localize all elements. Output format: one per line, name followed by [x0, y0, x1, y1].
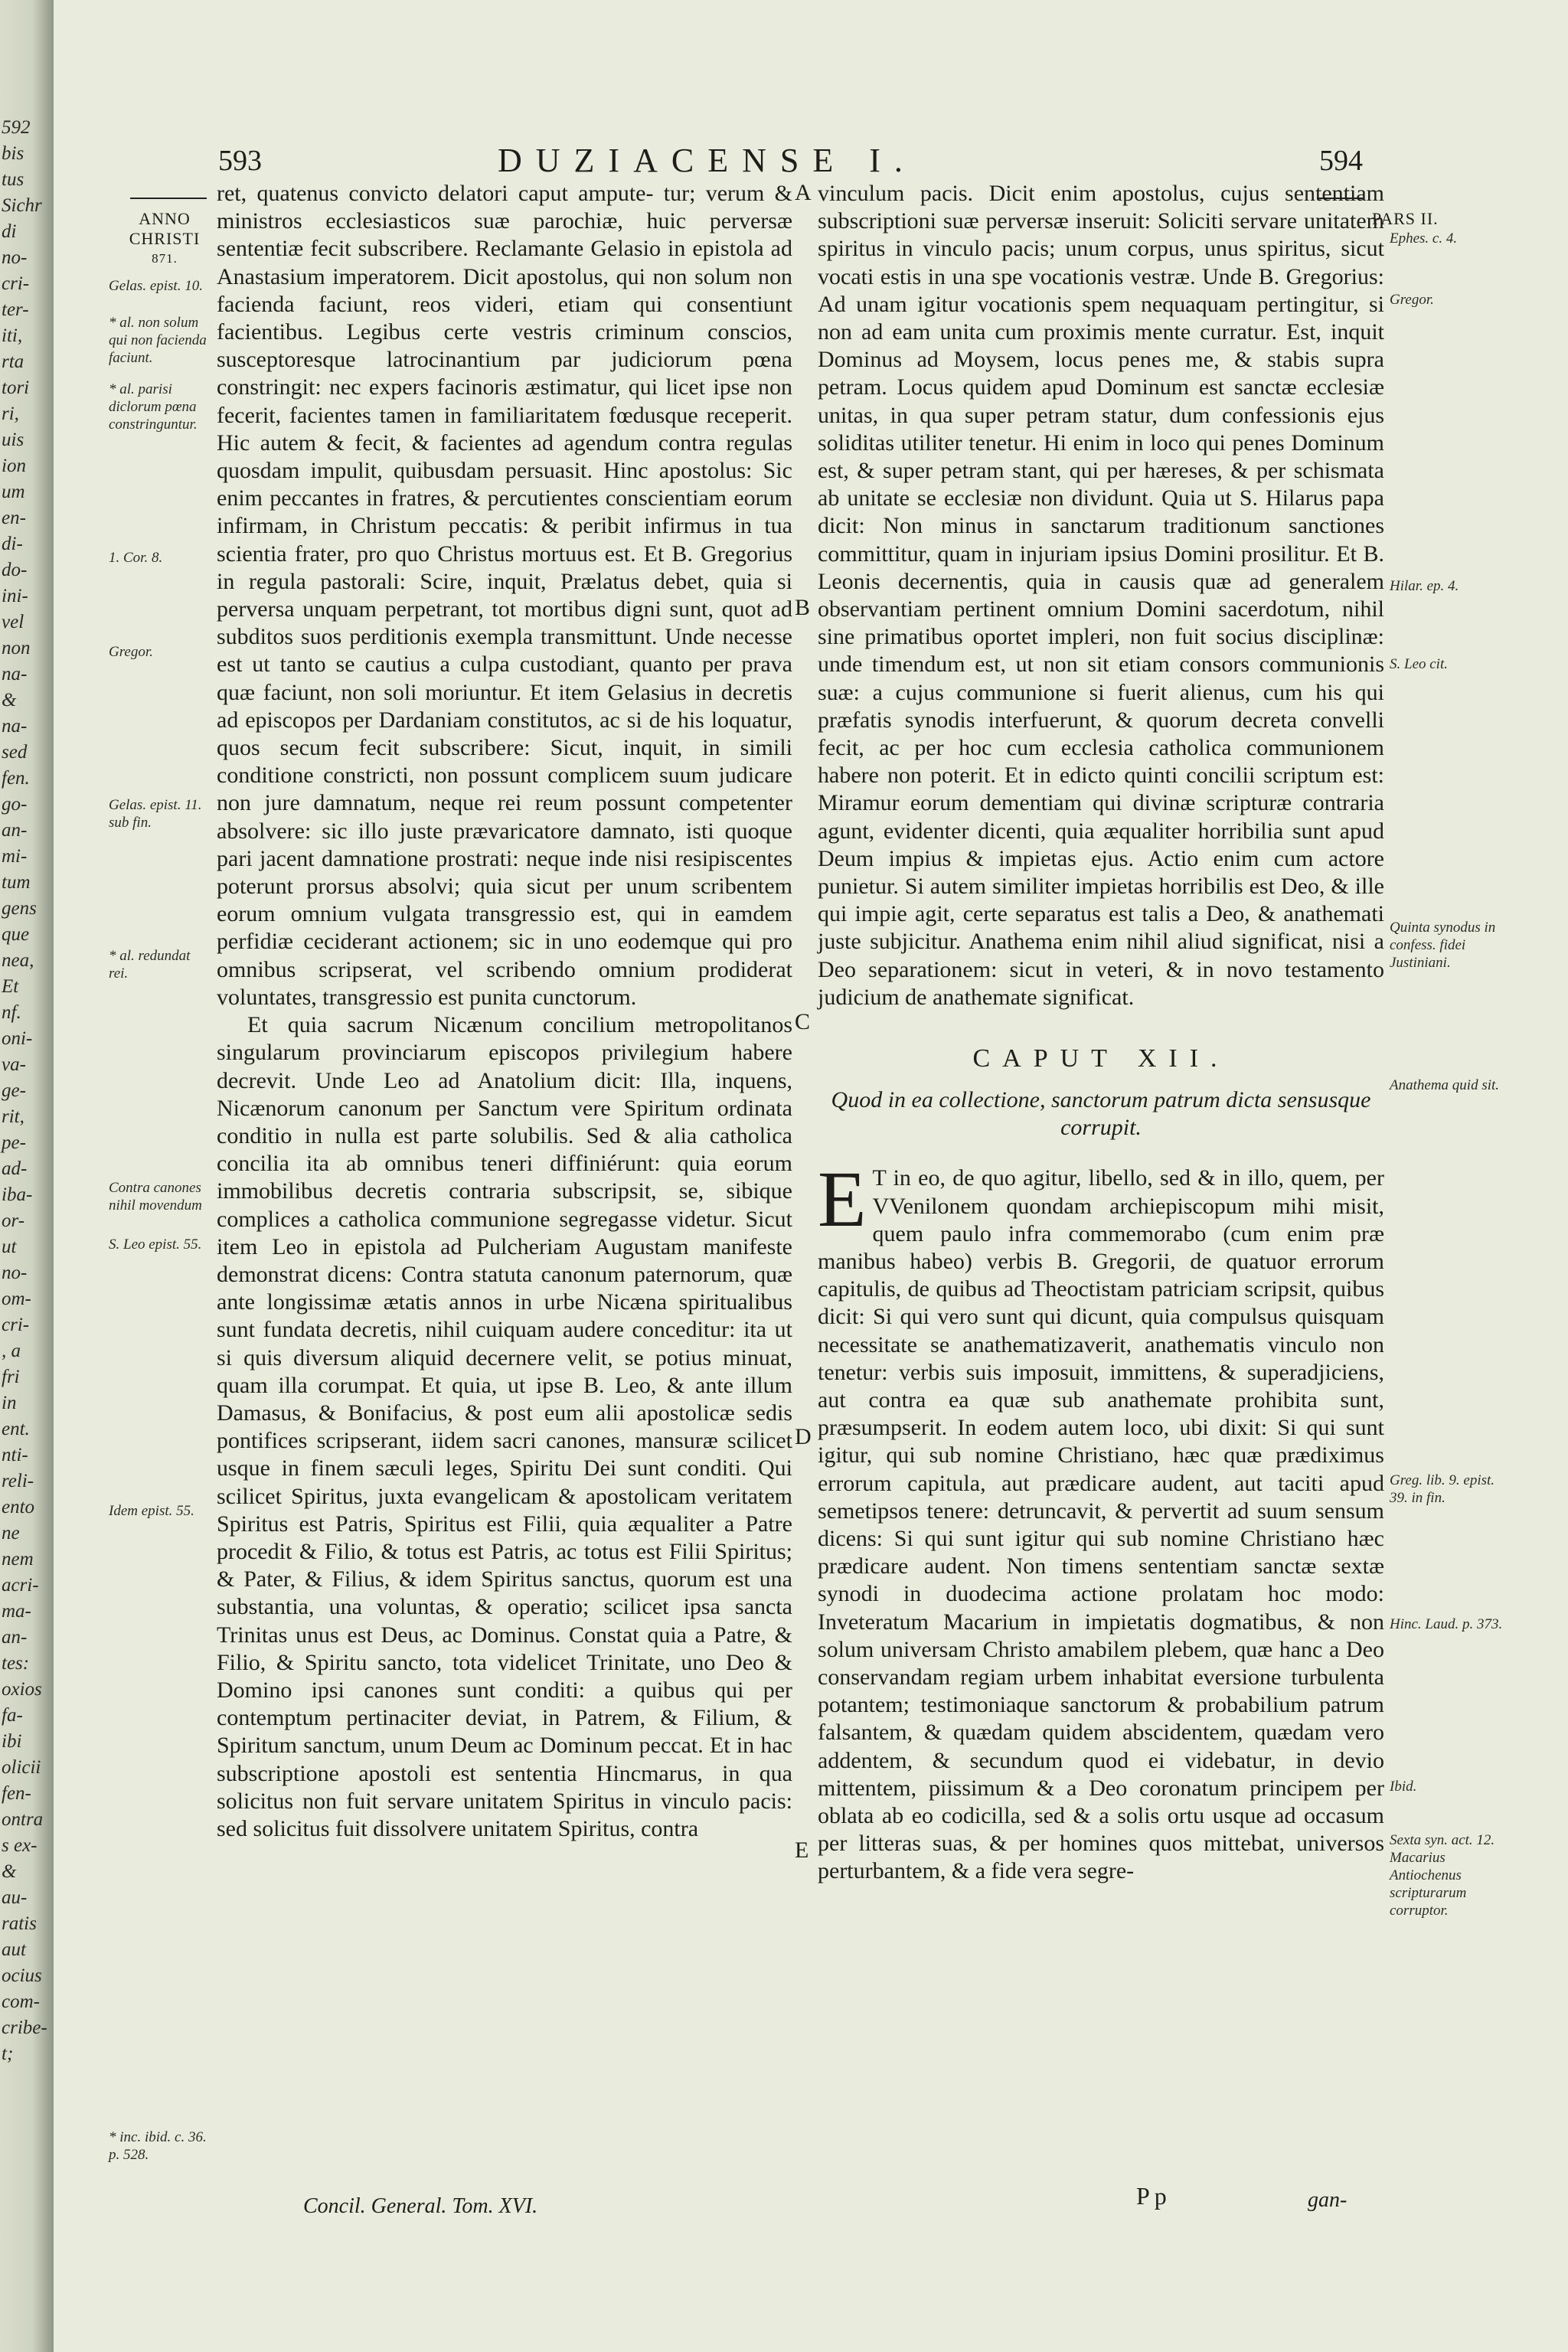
margin-note: S. Leo epist. 55.	[109, 1236, 202, 1253]
running-header	[207, 144, 1363, 182]
section-letter-b: B	[795, 595, 811, 620]
margin-note: Sexta syn. act. 12. Macarius Antiochenus scripturarum corruptor.	[1390, 1832, 1495, 1919]
header-rule-left	[130, 198, 207, 199]
margin-note: S. Leo cit.	[1390, 656, 1448, 672]
paragraph: Et quia sacrum Nicænum concilium metropolitanos singularum provinciarum episcopos privilegium habere decrevit. Unde Leo ad Anatolium dicit: Illa, inquens, Nicænorum canonum per Sanctum vere Spiritum ordinata conditio in nulla est parte solubilis. Sed & alia catholica concilia ita ab omnibus teneri diffiniérunt: quia eorum immobilibus decretis contraria subscripsit, se, sibique complices a catholica communione segregasse videtur. Sicut item Leo in epistola ad Pulcheriam Augustam manifeste demonstrat dicens: Contra statuta canonum paternorum, quæ ante longissimæ ætatis annos in urbe Nicæna spiritualibus sunt fundata decretis, nihil cuiquam audere conceditur: ita ut si quis diversum aliquid decernere velit, se potius minuat, quam illa corumpat. Et quia, ut ipse B. Leo, & ante illum Damasus, & Bonifacius, & post eum alii apostolicæ sedis pontifices scripserant, iidem sacri canones, mansuræ scilicet usque in finem sæculi leges, Spiritu Dei sunt conditi. Qui scilicet Spiritus, juxta evangelicam & apostolicam veritatem Spiritus est Patris, Spiritus est Filii, quia æqualiter a Patre procedit & Filio, & totus est Patris, ac totus est Filii Spiritus; & Pater, & Filius, & idem Spiritus sanctus, quorum est una substantia, una voluntas, & operatio; scilicet ipsa sancta Trinitas unus est Deus, ac Dominus. Constat quia a Patre, & Filio, & Spiritu sancto, tota videlicet Trinitate, uno Deo & Domino ipsi canones sunt conditi: a quibus qui per contemptum pertinaciter deviat, in Patrem, & Filium, & Spiritum sanctum, unum Deum ac Dominum peccat. Et in hac subscriptione apostoli est sententia Hincmarus, in qua solicitus non fuit servare unitatem Spiritus in vinculo pacis: sed solicitus fuit dissolvere unitatem Spiritus, contra	[217, 1012, 792, 1841]
adjacent-page-fragment: 592 bis tus Sichr di no- cri- ter- iti, rta tori ri, uis ion um en- di- do- ini- vel non na- & na- sed fen. go- an- mi- tum gens que nea, Et nf. oni- va- ge- rit, pe- ad- iba- or- ut no- om- cri- , a fri in ent. nti- reli- ento ne nem acri- ma- an- tes: oxios fa- ibi olicii fen- ontra s ex- & au- ratis aut ocius com- cribe- t;	[2, 117, 47, 2064]
margin-note: * al. parisi diclorum pœna constringuntur.	[109, 381, 198, 433]
margin-note: Hinc. Laud. p. 373.	[1390, 1616, 1503, 1632]
margin-note: 1. Cor. 8.	[109, 550, 163, 566]
paragraph: vinculum pacis. Dicit enim apostolus, cujus sententiam subscriptioni suæ perversæ inseruit: Soliciti servare unitatem spiritus in vinculo pacis; unum corpus, unus spiritus, sicut vocati estis in una spe vocationis vestræ. Unde B. Gregorius: Ad unam igitur vocationis spem nequaquam pertingitur, si non ad eam unita cum proximis mente curratur. Est, inquit Dominus ad Moysem, locus penes me, & stabis supra petram. Locus quidem apud Dominum est sanctæ ecclesiæ unitas, in qua super petram statur, dum confessionis ejus soliditas utiliter tenetur. Hi enim in loco qui penes Dominum est, & super petram stant, qui per hæreses, & per schismata ab unitate se ecclesiæ non dividunt. Quia ut S. Hilarus papa dicit: Non minus in sanctarum traditionum sanctiones committitur, quam in injuriam ipsius Domini prosilitur. Et B. Leonis decernentis, quia in causis quæ ad generalem observantiam pertinent omnium Domini sacerdotum, nihil sine primatibus oportet impleri, non fuit socius disciplinæ: unde timendum est, ut non sit etiam consors communionis suæ: a cujus communione si fuerit alienus, cum his qui præfatis synodis interfuerunt, & quorum decreta convelli fecit, ac per hoc cum ecclesia catholica communionem habere non poterit. Et in edicto quinti concilii scriptum est: Miramur eorum dementiam qui divinæ scripturæ contraria agunt, evidenter dicenti, quia æqualiter horribilia sunt apud Deum impius & impietas ejus. Actio enim cum actore punietur. Si autem similiter impietas horribilis est Deo, & ille qui impie agit, certe separatus est talis a Deo, & anathemati juste subjicitur. Anathema enim nihil aliud significat, nisi a Deo separationem: sicut in veteri, & in novo testamento judicium de anathemate significat.	[818, 181, 1384, 1010]
margin-note: Gelas. epist. 10.	[109, 278, 203, 294]
margin-note: Gregor.	[109, 644, 153, 660]
chapter-heading: CAPUT XII.	[972, 1044, 1230, 1073]
page-number-right: 594	[1319, 145, 1363, 177]
margin-note: Anathema quid sit.	[1390, 1077, 1500, 1093]
section-letter-d: D	[795, 1424, 812, 1449]
column-left	[217, 180, 792, 1843]
column-right	[818, 180, 1384, 1886]
section-letter-c: C	[795, 1009, 811, 1034]
section-letter-a: A	[795, 180, 812, 205]
running-title: DUZIACENSE I.	[498, 142, 916, 179]
pars-label: PARS II.	[1372, 209, 1439, 228]
margin-note: * inc. ibid. c. 36. p. 528.	[109, 2129, 207, 2163]
margin-note: Contra canones nihil movendum	[109, 1180, 202, 1214]
paragraph: ret, quatenus convicto delatori caput ampute- tur; verum & ministros ecclesiasticos suæ parochiæ, huic perversæ sententiæ fecit subscribere. Reclamante Gelasio in epistola ad Anastasium imperatorem. Dicit apostolus, qui non solum non facienda faciunt, reos videri, etiam qui consentiunt facientibus. Legibus certe vestris criminum conscios, susceptoresque latrocinantium par judiciorum pœna constringit: nec expers facinoris æstimatur, qui licet ipse non fecerit, facientes tamen in familiaritatem fœdusque receperit. Hic autem & fecit, & facientes ad agendum contra regulas quosdam impulit, quibusdam persuasit. Hinc apostolus: Sic enim peccantes in fratres, & percutientes conscientiam eorum infirmam, in Christum peccatis: & peribit infirmus in tua scientia frater, pro quo Christus mortuus est. Et B. Gregorius in regula pastorali: Scire, inquit, Prælatus debet, quia si perversa unquam perpetrant, tot mortibus digni sunt, quot ad subditos suos perditionis exempla transmittunt. Unde necesse est ut tanto se cautius a culpa custodiant, quanto per prava quæ faciunt, non soli moriuntur. Et item Gelasius in decretis ad episcopos per Dardaniam constitutos, ac si de his loquatur, quos secum fecit subscribere: Sicut, inquit, in simili conditione constricti, non possunt complicem suum judicare non jure damnatum, neque rei reum possunt competenter absolvere: sic illo juste prævaricatore damnato, isti quoque pari jacent damnatione prostrati: neque inde nisi resipiscentes poterunt prorsus absolvi; quia sicut per unum scribentem eorum omnium vulgata transgressio est, qui in eamdem perfidiæ ceciderant actionem; sic in uno eodemque qui pro omnibus scripserat, vel scribendo omnium prodiderat voluntates, transgressio est punita cunctorum.	[217, 181, 792, 1010]
catchword: gan-	[1308, 2188, 1348, 2212]
anno-label: ANNO CHRISTI	[129, 209, 201, 248]
chapter-subtitle: Quod in ea collectione, sanctorum patrum dicta sensusque corrupit.	[831, 1087, 1371, 1141]
page-number-left: 593	[218, 145, 262, 177]
margin-note: * al. redundat rei.	[109, 948, 191, 982]
drop-cap: E	[818, 1155, 867, 1244]
margin-note: Idem epist. 55.	[109, 1503, 194, 1519]
margin-note: Quinta synodus in confess. fidei Justiniani.	[1390, 920, 1496, 971]
margin-note: Hilar. ep. 4.	[1390, 578, 1459, 594]
signature-mark: Pp	[1136, 2182, 1171, 2210]
section-letter-e: E	[795, 1838, 809, 1863]
chapter-body: T in eo, de quo agitur, libello, sed & in illo, quem, per VVenilonem quondam archiepiscopum mihi misit, quem paulo infra commemorabo (cum enim præ manibus habeo) verbis B. Gregorii, de quatuor errorum capitulis, de quibus ad Theoctistam patriciam scripsit, quibus dicit: Si qui vero sunt qui dicunt, quia compulsus quisquam necessitate se anathematizaverit, anathematis vinculo non tenetur: verbis suis imposuit, immittens, & superadjiciens, aut contra ea quæ sub anathemate prohibita sunt, præsumpserit. In eodem autem loco, ubi dixit: Si qui sunt igitur, qui sub nomine Christiano, hæc quæ prædiximus errorum capitula, aut prædicare audent, aut taciti apud semetipsos tenere: detruncavit, & pervertit ad suum sensum dicens: Si qui sunt igitur qui sub nomine Christiano hæc prædicare audent. Non timens sententiam sanctæ sextæ synodi in duodecima actione prolatam hoc modo: Inveteratum Macarium in impietatis dogmatibus, & non solum universam Christo amabilem plebem, quæ hanc a Deo conservandam regiam urbem inhabitat eversione turbulenta potantem; testimoniaque sanctorum & probabilium patrum falsantem, & quædam quidem abscidentem, quædam vero addentem, & secundum quod ei videbatur, in devio mittentem, piissimum & a Deo coronatum principem per oblata ab eo codicilla, sed & a solis ortu usque ad occasum per litteras suas, & per homines quos mittebat, universos perturbantem, & a fide vera segre-	[818, 1165, 1384, 1884]
anno-christi-label	[122, 209, 207, 269]
anno-year: 871.	[152, 251, 178, 266]
margin-note: Ibid.	[1390, 1779, 1417, 1795]
margin-note: Gelas. epist. 11. sub fin.	[109, 797, 202, 831]
chapter-text	[818, 1155, 1384, 1885]
margin-note: Greg. lib. 9. epist. 39. in fin.	[1390, 1472, 1495, 1506]
margin-note: * al. non solum qui non facienda faciunt.	[109, 315, 207, 366]
volume-footer: Concil. General. Tom. XVI.	[303, 2194, 538, 2218]
margin-note: Ephes. c. 4.	[1390, 230, 1458, 247]
margin-note: Gregor.	[1390, 292, 1434, 308]
